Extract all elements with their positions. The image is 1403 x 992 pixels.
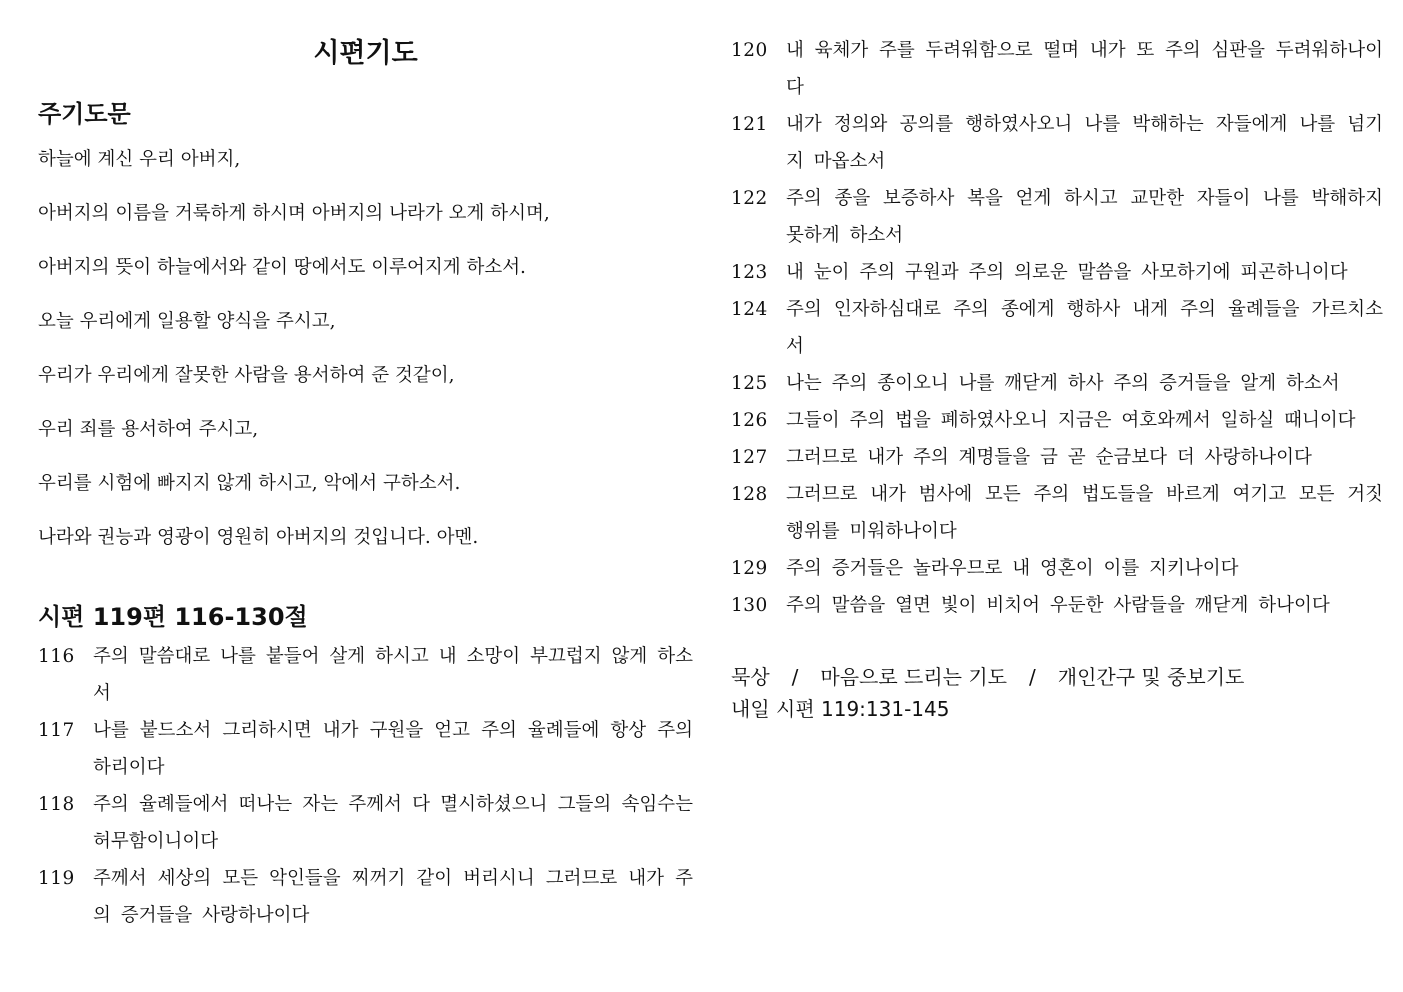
prayer-line: 우리가 우리에게 잘못한 사람을 용서하여 준 것같이,	[38, 365, 455, 386]
verse-text: 주의 인자하심대로 주의 종에게 행하사 내게 주의 율례들을 가르치소서	[786, 299, 1383, 357]
verse-number: 123	[731, 262, 768, 283]
prayer-line: 하늘에 계신 우리 아버지,	[38, 149, 241, 170]
verse	[731, 439, 1383, 476]
separator: /	[791, 665, 799, 689]
prayer-line: 나라와 권능과 영광이 영원히 아버지의 것입니다. 아멘.	[38, 527, 479, 548]
psalm-verses-left	[38, 638, 693, 934]
verse-number: 127	[731, 447, 768, 468]
verse	[731, 476, 1383, 550]
verse	[38, 786, 693, 860]
verse-number: 120	[731, 40, 768, 61]
psalm-verses-right	[731, 32, 1383, 624]
left-column	[38, 30, 693, 934]
meditation-steps	[731, 661, 1383, 693]
verse	[731, 550, 1383, 587]
verse-text: 주의 말씀대로 나를 붙들어 살게 하시고 내 소망이 부끄럽지 않게 하소서	[93, 646, 693, 704]
verse	[731, 587, 1383, 624]
prayer-line: 우리를 시험에 빠지지 않게 하시고, 악에서 구하소서.	[38, 473, 461, 494]
verse-text: 내 육체가 주를 두려워함으로 떨며 내가 또 주의 심판을 두려워하나이다	[786, 40, 1383, 98]
intercession-label: 개인간구 및 중보기도	[1057, 665, 1245, 689]
lords-prayer-heading: 주기도문	[38, 100, 131, 128]
verse-text: 나를 붙드소서 그리하시면 내가 구원을 얻고 주의 율례들에 항상 주의하리이다	[93, 720, 693, 778]
verse-text: 내 눈이 주의 구원과 주의 의로운 말씀을 사모하기에 피곤하니이다	[786, 262, 1348, 283]
verse	[731, 106, 1383, 180]
prayer-line: 아버지의 이름을 거룩하게 하시며 아버지의 나라가 오게 하시며,	[38, 203, 550, 224]
verse-text: 그러므로 내가 범사에 모든 주의 법도들을 바르게 여기고 모든 거짓 행위를 미워하나이다	[786, 484, 1383, 542]
verse	[38, 638, 693, 712]
verse	[731, 32, 1383, 106]
verse-text: 내가 정의와 공의를 행하였사오니 나를 박해하는 자들에게 나를 넘기지 마옵소서	[786, 114, 1383, 172]
verse	[731, 402, 1383, 439]
verse-number: 124	[731, 299, 768, 320]
verse-number: 130	[731, 595, 768, 616]
separator: /	[1029, 665, 1036, 689]
verse	[38, 860, 693, 934]
verse	[38, 712, 693, 786]
verse-text: 주의 증거들은 놀라우므로 내 영혼이 이를 지키나이다	[786, 558, 1239, 579]
verse-number: 121	[731, 114, 768, 135]
verse	[731, 254, 1383, 291]
next-reading: 내일 시편 119:131-145	[731, 697, 950, 721]
prayer-line: 오늘 우리에게 일용할 양식을 주시고,	[38, 311, 336, 332]
verse-number: 128	[731, 484, 768, 505]
prayer-line: 아버지의 뜻이 하늘에서와 같이 땅에서도 이루어지게 하소서.	[38, 257, 526, 278]
verse	[731, 291, 1383, 365]
prayer-line: 우리 죄를 용서하여 주시고,	[38, 419, 259, 440]
verse-text: 주의 종을 보증하사 복을 얻게 하시고 교만한 자들이 나를 박해하지 못하게 하소서	[786, 188, 1383, 246]
page-title: 시편기도	[313, 38, 418, 69]
verse-text: 주의 율례들에서 떠나는 자는 주께서 다 멸시하셨으니 그들의 속임수는 허무함이니이다	[93, 794, 693, 852]
verse-number: 125	[731, 373, 768, 394]
verse-number: 122	[731, 188, 768, 209]
verse-number: 126	[731, 410, 768, 431]
verse-text: 주께서 세상의 모든 악인들을 찌꺼기 같이 버리시니 그러므로 내가 주의 증거들을 사랑하나이다	[93, 868, 693, 926]
verse-text: 주의 말씀을 열면 빛이 비치어 우둔한 사람들을 깨닫게 하나이다	[786, 595, 1330, 616]
psalm-heading: 시편 119편 116-130절	[38, 603, 308, 631]
verse-number: 117	[38, 720, 75, 741]
meditation-label: 묵상	[731, 665, 770, 689]
verse	[731, 180, 1383, 254]
verse	[731, 365, 1383, 402]
lords-prayer-lines	[38, 148, 693, 580]
verse-number: 116	[38, 646, 75, 667]
verse-number: 119	[38, 868, 75, 889]
verse-text: 그러므로 내가 주의 계명들을 금 곧 순금보다 더 사랑하나이다	[786, 447, 1312, 468]
heart-prayer-label: 마음으로 드리는 기도	[820, 665, 1007, 689]
verse-number: 118	[38, 794, 75, 815]
verse-text: 나는 주의 종이오니 나를 깨닫게 하사 주의 증거들을 알게 하소서	[786, 373, 1340, 394]
right-column	[731, 30, 1383, 725]
verse-text: 그들이 주의 법을 폐하였사오니 지금은 여호와께서 일하실 때니이다	[786, 410, 1356, 431]
verse-number: 129	[731, 558, 768, 579]
